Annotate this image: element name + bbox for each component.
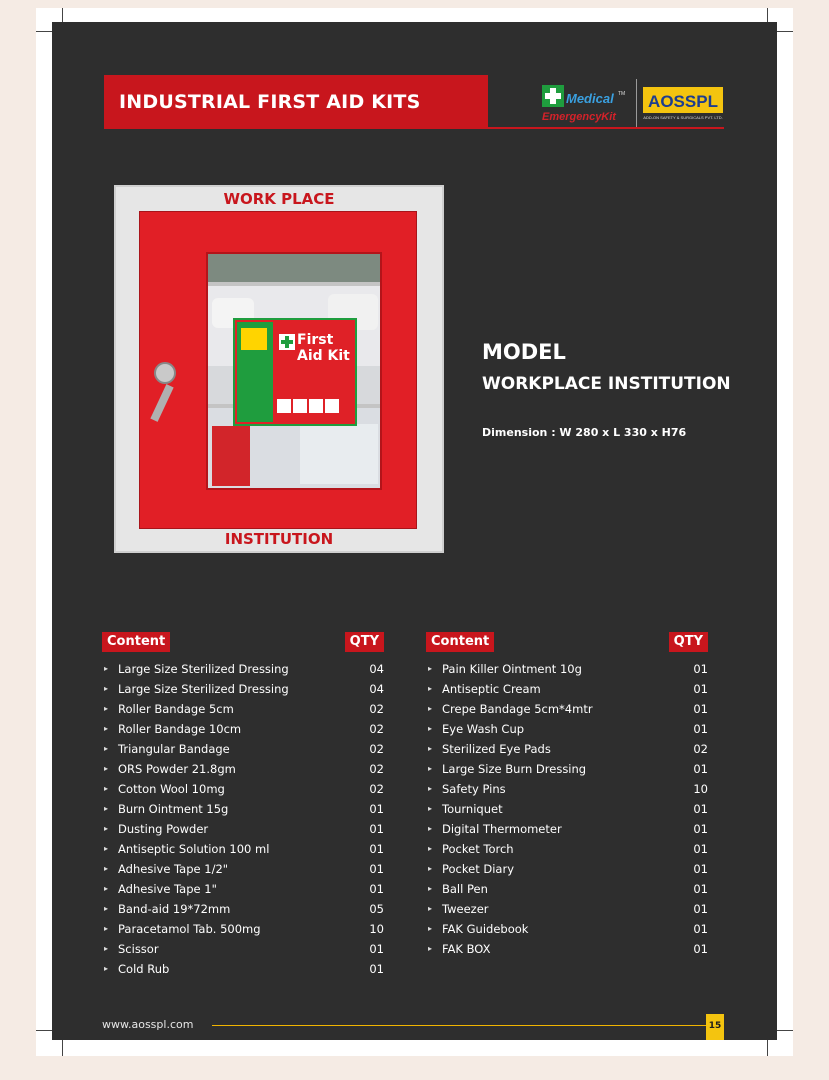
- bullet-icon: ▸: [104, 904, 109, 913]
- bullet-icon: ▸: [428, 784, 433, 793]
- cross-icon: [279, 334, 295, 350]
- item-qty: 01: [369, 842, 384, 856]
- kit-box-title: First Aid Kit: [297, 332, 350, 364]
- content-header: Content: [426, 632, 494, 652]
- table-row: [102, 779, 384, 799]
- content-table-right: [426, 632, 708, 959]
- table-row: [426, 699, 708, 719]
- item-qty: 01: [693, 882, 708, 896]
- item-qty: 01: [693, 922, 708, 936]
- table-row: [102, 719, 384, 739]
- item-name: Antiseptic Cream: [442, 682, 541, 696]
- bullet-icon: ▸: [104, 824, 109, 833]
- item-qty: 02: [369, 742, 384, 756]
- bullet-icon: ▸: [428, 764, 433, 773]
- item-name: Safety Pins: [442, 782, 506, 796]
- first-aid-kit-box: [233, 318, 357, 426]
- table-row: [102, 899, 384, 919]
- item-qty: 10: [369, 922, 384, 936]
- cabinet-top-label: WORK PLACE: [223, 190, 335, 208]
- item-name: Band-aid 19*72mm: [118, 902, 231, 916]
- item-name: Tweezer: [442, 902, 489, 916]
- item-name: Roller Bandage 5cm: [118, 702, 234, 716]
- bullet-icon: ▸: [428, 884, 433, 893]
- key-icon: [150, 384, 173, 422]
- item-qty: 01: [693, 842, 708, 856]
- table-row: [426, 659, 708, 679]
- table-row: [102, 939, 384, 959]
- item-name: Antiseptic Solution 100 ml: [118, 842, 270, 856]
- item-qty: 01: [693, 662, 708, 676]
- table-row: [426, 779, 708, 799]
- item-name: Eye Wash Cup: [442, 722, 525, 736]
- item-name: Roller Bandage 10cm: [118, 722, 242, 736]
- crop-mark: [767, 8, 768, 22]
- crop-mark: [62, 8, 63, 22]
- item-qty: 01: [369, 862, 384, 876]
- item-name: Pocket Torch: [442, 842, 514, 856]
- model-label: MODEL: [482, 340, 566, 364]
- table-row: [102, 959, 384, 979]
- bullet-icon: ▸: [428, 684, 433, 693]
- item-name: Triangular Bandage: [118, 742, 230, 756]
- content-header: Content: [102, 632, 170, 652]
- medical-emergency-kit-logo: [540, 83, 630, 125]
- item-name: Dusting Powder: [118, 822, 209, 836]
- item-qty: 01: [693, 682, 708, 696]
- table-row: [426, 719, 708, 739]
- item-name: Large Size Sterilized Dressing: [118, 662, 289, 676]
- page-title: INDUSTRIAL FIRST AID KITS: [104, 75, 488, 128]
- item-qty: 02: [369, 702, 384, 716]
- item-qty: 01: [693, 702, 708, 716]
- bullet-icon: ▸: [428, 844, 433, 853]
- model-dimension: Dimension : W 280 x L 330 x H76: [482, 426, 687, 439]
- table-header: [102, 632, 384, 652]
- item-name: Cold Rub: [118, 962, 170, 976]
- bullet-icon: ▸: [428, 944, 433, 953]
- table-row: [102, 819, 384, 839]
- bullet-icon: ▸: [104, 844, 109, 853]
- item-name: Tourniquet: [442, 802, 503, 816]
- item-name: Paracetamol Tab. 500mg: [118, 922, 261, 936]
- qty-header: QTY: [669, 632, 708, 652]
- item-qty: 01: [693, 942, 708, 956]
- crop-mark: [36, 31, 52, 32]
- table-row: [102, 879, 384, 899]
- bullet-icon: ▸: [104, 664, 109, 673]
- table-row: [426, 879, 708, 899]
- bullet-icon: ▸: [428, 904, 433, 913]
- logo-trademark: TM: [618, 91, 626, 97]
- table-row: [426, 919, 708, 939]
- item-name: Cotton Wool 10mg: [118, 782, 225, 796]
- crop-mark: [777, 1030, 793, 1031]
- item-qty: 01: [369, 962, 384, 976]
- bullet-icon: ▸: [428, 704, 433, 713]
- header-divider: [104, 127, 724, 129]
- item-name: Burn Ointment 15g: [118, 802, 229, 816]
- item-qty: 01: [693, 762, 708, 776]
- item-name: Large Size Burn Dressing: [442, 762, 587, 776]
- bullet-icon: ▸: [428, 744, 433, 753]
- bullet-icon: ▸: [104, 784, 109, 793]
- crop-mark: [777, 31, 793, 32]
- page-number: 15: [706, 1014, 724, 1040]
- item-qty: 01: [369, 802, 384, 816]
- item-qty: 02: [369, 722, 384, 736]
- table-rows: [426, 659, 708, 959]
- item-qty: 02: [369, 762, 384, 776]
- item-name: Scissor: [118, 942, 159, 956]
- item-qty: 01: [693, 822, 708, 836]
- table-row: [426, 799, 708, 819]
- item-qty: 04: [369, 662, 384, 676]
- qty-header: QTY: [345, 632, 384, 652]
- bullet-icon: ▸: [428, 824, 433, 833]
- item-name: Sterilized Eye Pads: [442, 742, 551, 756]
- model-name: WORKPLACE INSTITUTION: [482, 374, 731, 394]
- item-qty: 02: [369, 782, 384, 796]
- item-name: Adhesive Tape 1/2": [118, 862, 229, 876]
- bullet-icon: ▸: [104, 764, 109, 773]
- item-qty: 01: [693, 902, 708, 916]
- product-photo-cabinet: [114, 185, 444, 553]
- item-qty: 04: [369, 682, 384, 696]
- table-row: [102, 659, 384, 679]
- website-url: www.aosspl.com: [102, 1018, 194, 1031]
- table-row: [426, 739, 708, 759]
- table-row: [426, 859, 708, 879]
- bullet-icon: ▸: [104, 864, 109, 873]
- cabinet-door: [139, 211, 417, 529]
- table-row: [426, 819, 708, 839]
- bullet-icon: ▸: [104, 704, 109, 713]
- logo-medical-word: Medical: [566, 91, 614, 106]
- table-row: [102, 919, 384, 939]
- item-name: FAK BOX: [442, 942, 491, 956]
- table-row: [102, 759, 384, 779]
- crop-mark: [62, 1040, 63, 1056]
- item-qty: 01: [369, 882, 384, 896]
- bullet-icon: ▸: [428, 804, 433, 813]
- item-qty: 05: [369, 902, 384, 916]
- item-name: ORS Powder 21.8gm: [118, 762, 236, 776]
- table-row: [426, 759, 708, 779]
- bullet-icon: ▸: [104, 944, 109, 953]
- crop-mark: [36, 1030, 52, 1031]
- item-name: Pain Killer Ointment 10g: [442, 662, 582, 676]
- content-table-left: [102, 632, 384, 979]
- table-header: [426, 632, 708, 652]
- bullet-icon: ▸: [428, 864, 433, 873]
- bullet-icon: ▸: [104, 884, 109, 893]
- table-row: [426, 679, 708, 699]
- bullet-icon: ▸: [104, 924, 109, 933]
- item-qty: 01: [693, 862, 708, 876]
- bullet-icon: ▸: [104, 684, 109, 693]
- table-row: [102, 739, 384, 759]
- logo-emergency-word: EmergencyKit: [542, 111, 616, 123]
- table-row: [426, 839, 708, 859]
- table-row: [102, 699, 384, 719]
- bullet-icon: ▸: [104, 964, 109, 973]
- crop-mark: [767, 1040, 768, 1056]
- table-rows: [102, 659, 384, 979]
- item-qty: 02: [693, 742, 708, 756]
- table-row: [102, 799, 384, 819]
- kit-icons-strip: [277, 398, 353, 412]
- bullet-icon: ▸: [104, 804, 109, 813]
- table-row: [102, 839, 384, 859]
- item-qty: 01: [693, 722, 708, 736]
- item-name: Adhesive Tape 1": [118, 882, 217, 896]
- bullet-icon: ▸: [428, 664, 433, 673]
- bullet-icon: ▸: [428, 724, 433, 733]
- table-row: [426, 939, 708, 959]
- bullet-icon: ▸: [104, 744, 109, 753]
- logo-aosspl-subtitle: ADD-ON SAFETY & SURGICALS PVT. LTD.: [643, 115, 723, 120]
- table-row: [102, 679, 384, 699]
- bullet-icon: ▸: [428, 924, 433, 933]
- item-name: Pocket Diary: [442, 862, 515, 876]
- footer-divider: [212, 1025, 706, 1026]
- item-name: Large Size Sterilized Dressing: [118, 682, 289, 696]
- catalog-page: [52, 22, 777, 1040]
- item-qty: 01: [693, 802, 708, 816]
- logo-aosspl-word: AOSSPL: [648, 92, 718, 111]
- table-row: [102, 859, 384, 879]
- table-row: [426, 899, 708, 919]
- item-name: Ball Pen: [442, 882, 488, 896]
- aosspl-logo: [642, 86, 726, 122]
- bullet-icon: ▸: [104, 724, 109, 733]
- item-name: Crepe Bandage 5cm*4mtr: [442, 702, 593, 716]
- item-qty: 01: [369, 822, 384, 836]
- item-qty: 10: [693, 782, 708, 796]
- item-name: Digital Thermometer: [442, 822, 562, 836]
- cabinet-window: [206, 252, 382, 490]
- item-name: FAK Guidebook: [442, 922, 529, 936]
- logo-separator: [636, 79, 637, 127]
- lock-icon: [154, 362, 176, 384]
- item-qty: 01: [369, 942, 384, 956]
- cabinet-bottom-label: INSTITUTION: [224, 530, 334, 548]
